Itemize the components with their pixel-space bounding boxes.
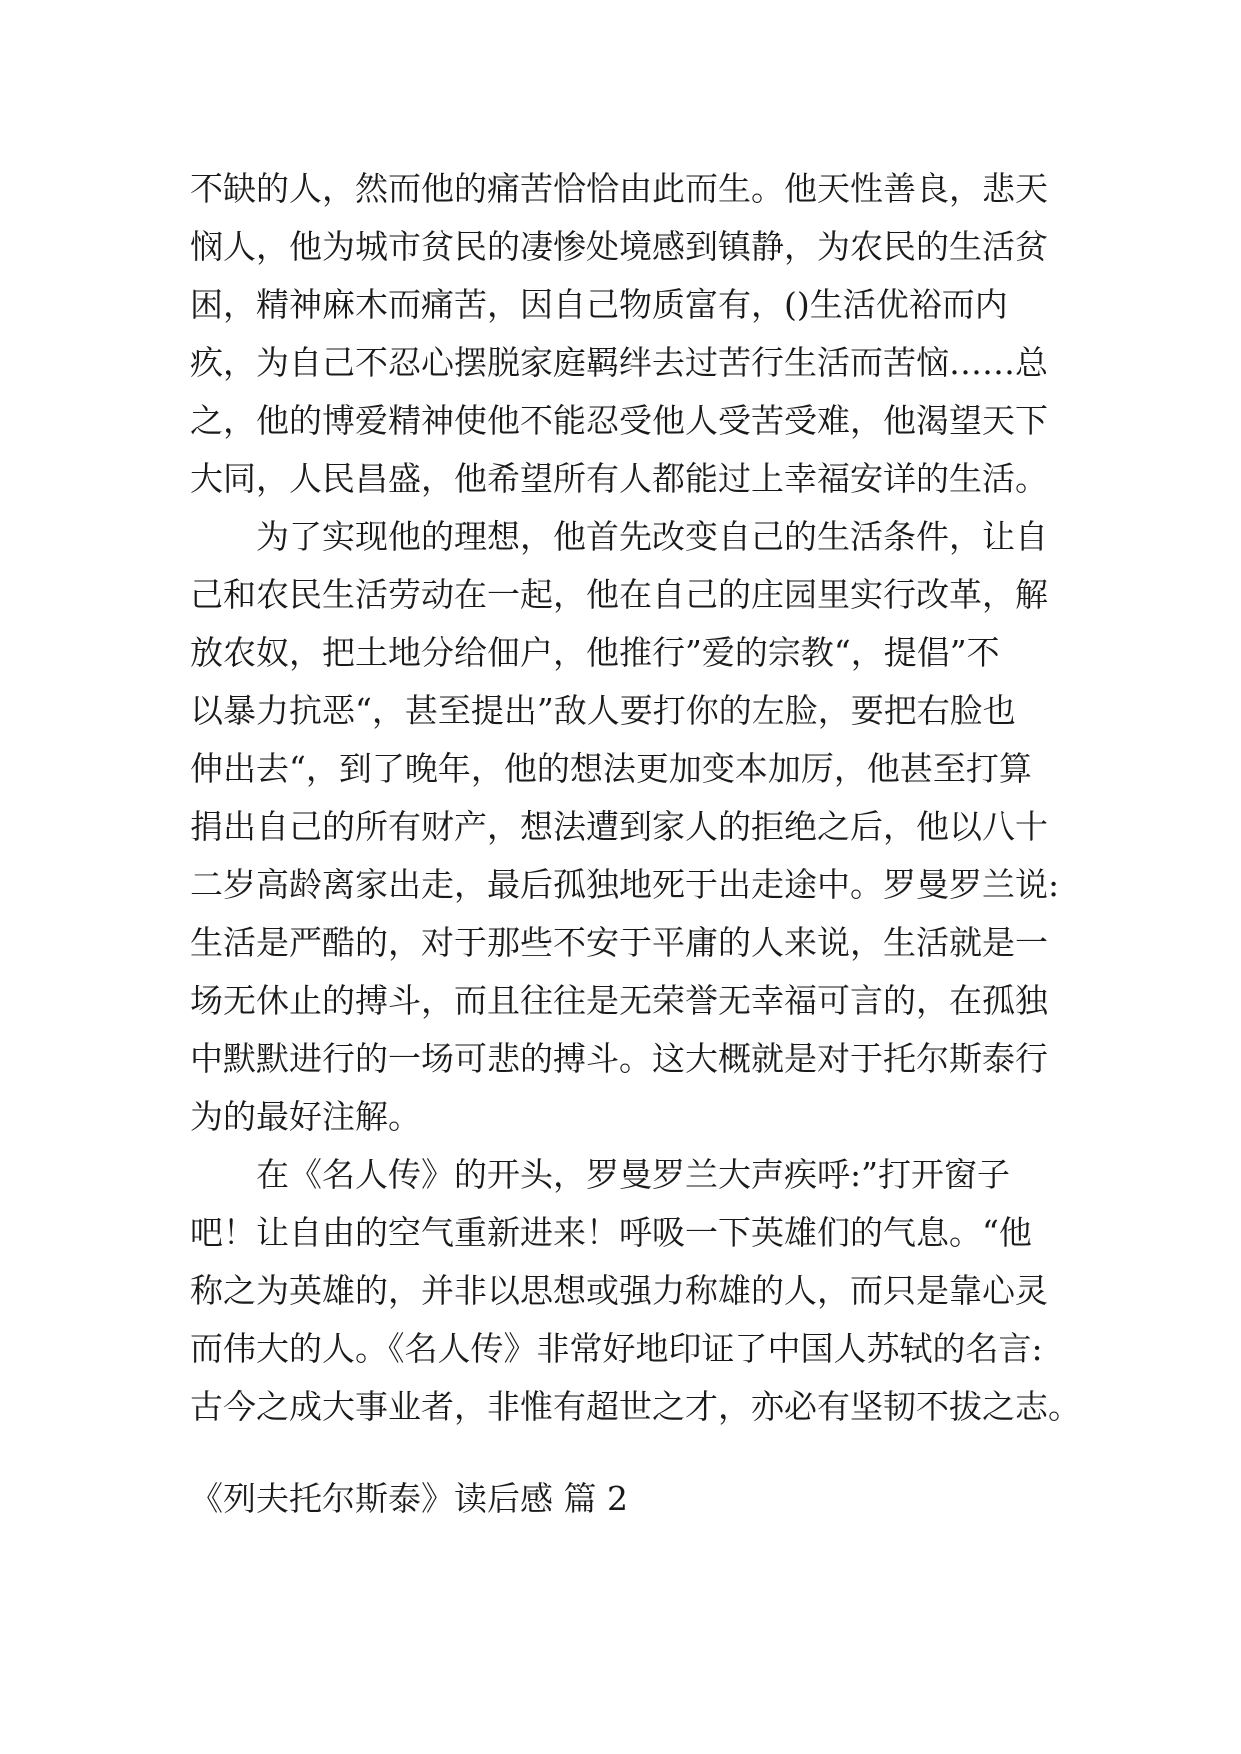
paragraph-3 xyxy=(190,1146,1081,1436)
text-line: 疚，为自己不忍心摆脱家庭羁绊去过苦行生活而苦恼……总 xyxy=(190,343,1048,382)
text-line: 生活是严酷的，对于那些不安于平庸的人来说，生活就是一 xyxy=(190,923,1048,962)
text-line: 悯人，他为城市贫民的凄惨处境感到镇静，为农民的生活贫 xyxy=(190,227,1048,266)
text-line: 吧！让自由的空气重新进来！呼吸一下英雄们的气息。“他 xyxy=(190,1213,1032,1252)
text-line: 为了实现他的理想，他首先改变自己的生活条件，让自 xyxy=(256,517,1048,556)
text-line: 伸出去“，到了晚年，他的想法更加变本加厉，他甚至打算 xyxy=(190,749,1032,788)
text-line: 己和农民生活劳动在一起，他在自己的庄园里实行改革，解 xyxy=(190,575,1048,614)
text-line: 为的最好注解。 xyxy=(190,1097,421,1136)
paragraph-1 xyxy=(190,160,1070,508)
text-line: 中默默进行的一场可悲的搏斗。这大概就是对于托尔斯泰行 xyxy=(190,1039,1048,1078)
text-line: 大同，人民昌盛，他希望所有人都能过上幸福安详的生活。 xyxy=(190,459,1048,498)
paragraph-2 xyxy=(190,508,1070,1146)
text-line: 场无休止的搏斗，而且往往是无荣誉无幸福可言的，在孤独 xyxy=(190,981,1048,1020)
text-line: 以暴力抗恶“，甚至提出”敌人要打你的左脸，要把右脸也 xyxy=(190,691,1016,730)
text-line: 二岁高龄离家出走，最后孤独地死于出走途中。罗曼罗兰说: xyxy=(190,865,1060,904)
text-line: 困，精神麻木而痛苦，因自己物质富有，()生活优裕而内 xyxy=(190,285,1008,324)
text-line: 不缺的人，然而他的痛苦恰恰由此而生。他天性善良，悲天 xyxy=(190,169,1048,208)
text-line: 古今之成大事业者，非惟有超世之才，亦必有坚韧不拔之志。 xyxy=(190,1387,1081,1426)
section-heading: 《列夫托尔斯泰》读后感 篇 2 xyxy=(190,1479,628,1518)
text-line: 称之为英雄的，并非以思想或强力称雄的人，而只是靠心灵 xyxy=(190,1271,1048,1310)
text-line: 放农奴，把土地分给佃户，他推行”爱的宗教“，提倡”不 xyxy=(190,633,1000,672)
text-line: 之，他的博爱精神使他不能忍受他人受苦受难，他渴望天下 xyxy=(190,401,1048,440)
text-line: 捐出自己的所有财产，想法遭到家人的拒绝之后，他以八十 xyxy=(190,807,1048,846)
text-line: 在《名人传》的开头，罗曼罗兰大声疾呼:”打开窗子 xyxy=(256,1155,1010,1194)
text-line: 而伟大的人。《名人传》非常好地印证了中国人苏轼的名言: xyxy=(190,1329,1043,1368)
document-body xyxy=(190,160,1081,1436)
